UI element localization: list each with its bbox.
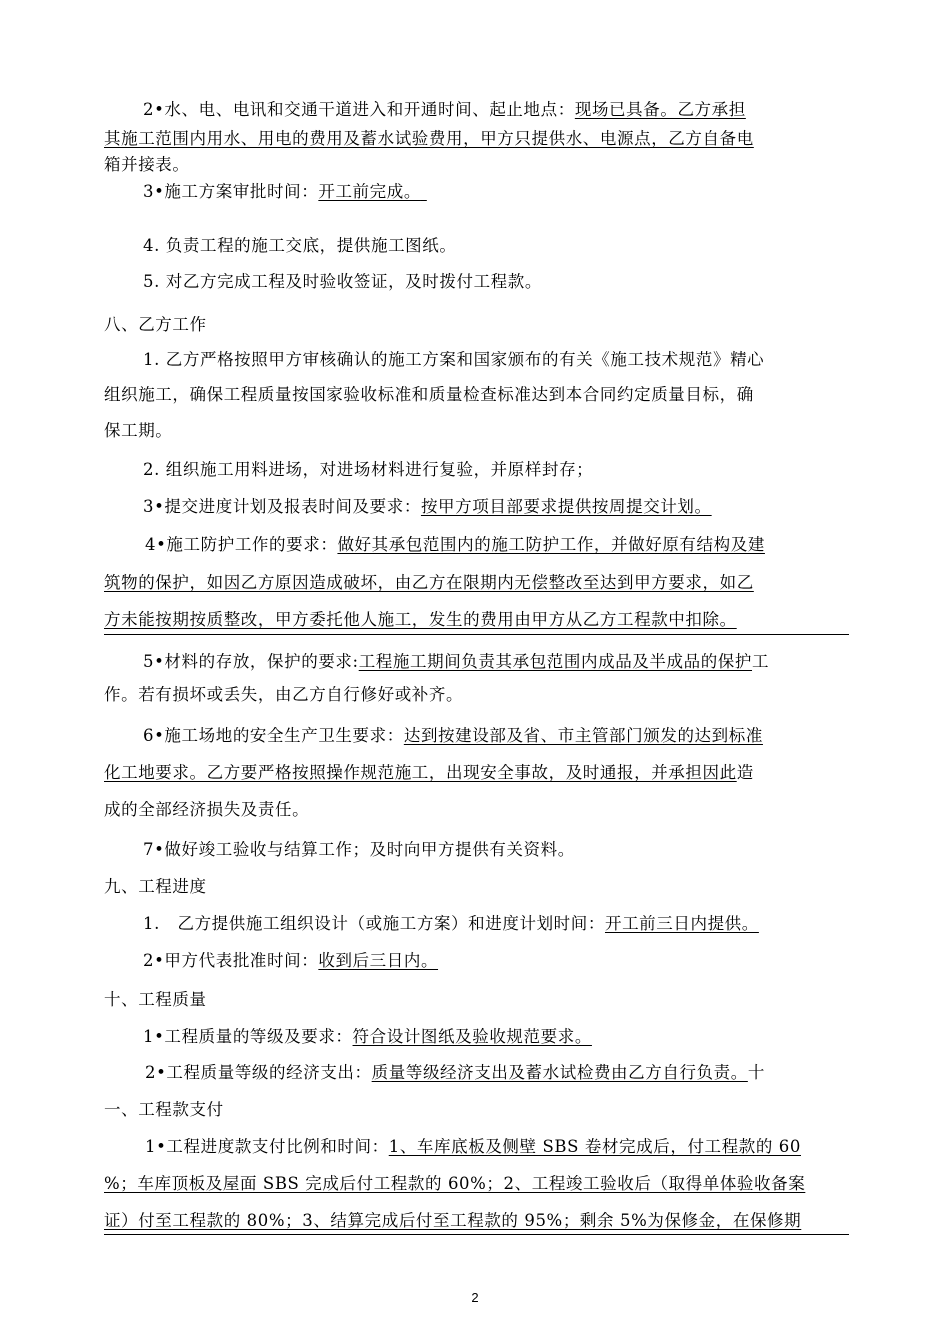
clause-8-6-line2 (104, 763, 754, 783)
clause-11-1-line1 (145, 1137, 801, 1157)
clause-filled-text: 开工前完成。 (318, 182, 421, 201)
clause-8-1-line2: 组织施工，确保工程质量按国家验收标准和质量检查标准达到本合同约定质量目标，确 (104, 385, 754, 404)
clause-8-5-line2: 作。若有损坏或丢失，由乙方自行修好或补齐。 (104, 685, 464, 704)
section-8-heading: 八、乙方工作 (104, 315, 207, 334)
clause-9-1 (143, 914, 759, 934)
clause-filled-text: 工程施工期间负责其承包范围内成品及半成品的保护 (358, 652, 753, 671)
clause-7-4: 4. 负责工程的施工交底，提供施工图纸。 (143, 236, 457, 255)
clause-text: 1. 乙方提供施工组织设计（或施工方案）和进度计划时间： (143, 914, 605, 933)
clause-11-1-line3: 证）付至工程款的 80%；3、结算完成后付至工程款的 95%；剩余 5%为保修金，在保修期 (104, 1211, 802, 1230)
clause-8-1-line1: 1. 乙方严格按照甲方审核确认的施工方案和国家颁布的有关《施工技术规范》精心 (143, 350, 765, 369)
clause-10-1 (143, 1027, 592, 1047)
clause-8-6-line1 (143, 726, 763, 746)
clause-filled-text: 符合设计图纸及验收规范要求。 (352, 1027, 592, 1046)
clause-8-1-line3: 保工期。 (104, 421, 173, 440)
clause-7-2-line2: 其施工范围内用水、用电的费用及蓄水试验费用，甲方只提供水、电源点，乙方自备电 (104, 129, 754, 148)
clause-filled-text: 达到按建设部及省、市主管部门颁发的达到标准 (403, 726, 763, 745)
section-10-heading: 十、工程质量 (104, 990, 207, 1009)
clause-8-7: 7•做好竣工验收与结算工作；及时向甲方提供有关资料。 (143, 840, 575, 859)
clause-9-2 (143, 951, 438, 971)
clause-filled-text: 质量等级经济支出及蓄水试检费由乙方自行负责。 (371, 1063, 748, 1082)
clause-filled-text: 化工地要求。乙方要严格按照操作规范施工，出现安全事故，及时通报，并承担因此 (104, 763, 737, 782)
clause-10-2 (145, 1063, 765, 1083)
clause-text: 5•材料的存放，保护的要求: (143, 652, 359, 671)
clause-text: 工 (752, 652, 770, 671)
blank-fill (421, 182, 431, 202)
separator-line (104, 634, 849, 635)
clause-filled-text: 1、车库底板及侧壁 SBS 卷材完成后，付工程款的 60 (388, 1137, 801, 1156)
clause-text: 6•施工场地的安全生产卫生要求： (143, 726, 404, 745)
clause-7-2-line1 (143, 100, 746, 120)
clause-7-2-line3: 箱并接表。 (104, 155, 190, 174)
clause-text: 2•水、电、电讯和交通干道进入和开通时间、起止地点： (143, 100, 575, 119)
clause-8-4-line2: 筑物的保护，如因乙方原因造成破坏，由乙方在限期内无偿整改至达到甲方要求，如乙 (104, 573, 754, 592)
clause-8-4-line3: 方未能按期按质整改，甲方委托他人施工，发生的费用由甲方从乙方工程款中扣除。 (104, 610, 737, 629)
clause-text: 1•工程质量的等级及要求： (143, 1027, 353, 1046)
clause-8-5-line1 (143, 652, 769, 672)
clause-text: 4•施工防护工作的要求： (145, 535, 338, 554)
page-number: 2 (471, 1290, 479, 1305)
clause-8-2: 2. 组织施工用料进场，对进场材料进行复验，并原样封存； (143, 460, 594, 479)
clause-8-6-line3: 成的全部经济损失及责任。 (104, 800, 310, 819)
clause-7-3 (143, 182, 431, 202)
section-9-heading: 九、工程进度 (104, 877, 207, 896)
clause-text: 造 (736, 763, 754, 782)
clause-7-5: 5. 对乙方完成工程及时验收签证，及时拨付工程款。 (143, 272, 542, 291)
clause-text: 3•施工方案审批时间： (143, 182, 319, 201)
clause-filled-text: 收到后三日内。 (318, 951, 439, 970)
clause-filled-text: 按甲方项目部要求提供按周提交计划。 (420, 497, 712, 516)
clause-8-4-line1 (145, 535, 765, 555)
clause-filled-text: 现场已具备。乙方承担 (574, 100, 746, 119)
separator-line (104, 1234, 849, 1235)
clause-text: 2•甲方代表批准时间： (143, 951, 319, 970)
clause-8-3 (143, 497, 712, 517)
clause-11-1-line2: %；车库顶板及屋面 SBS 完成后付工程款的 60%；2、工程竣工验收后（取得单体验收备案 (104, 1174, 806, 1193)
clause-text: 2•工程质量等级的经济支出： (145, 1063, 372, 1082)
clause-text: 1•工程进度款支付比例和时间： (145, 1137, 389, 1156)
clause-text: 十 (747, 1063, 765, 1082)
clause-filled-text: 做好其承包范围内的施工防护工作，并做好原有结构及建 (337, 535, 765, 554)
clause-text: 3•提交进度计划及报表时间及要求： (143, 497, 421, 516)
clause-filled-text: 开工前三日内提供。 (604, 914, 759, 933)
section-11-heading: 一、工程款支付 (104, 1100, 224, 1119)
